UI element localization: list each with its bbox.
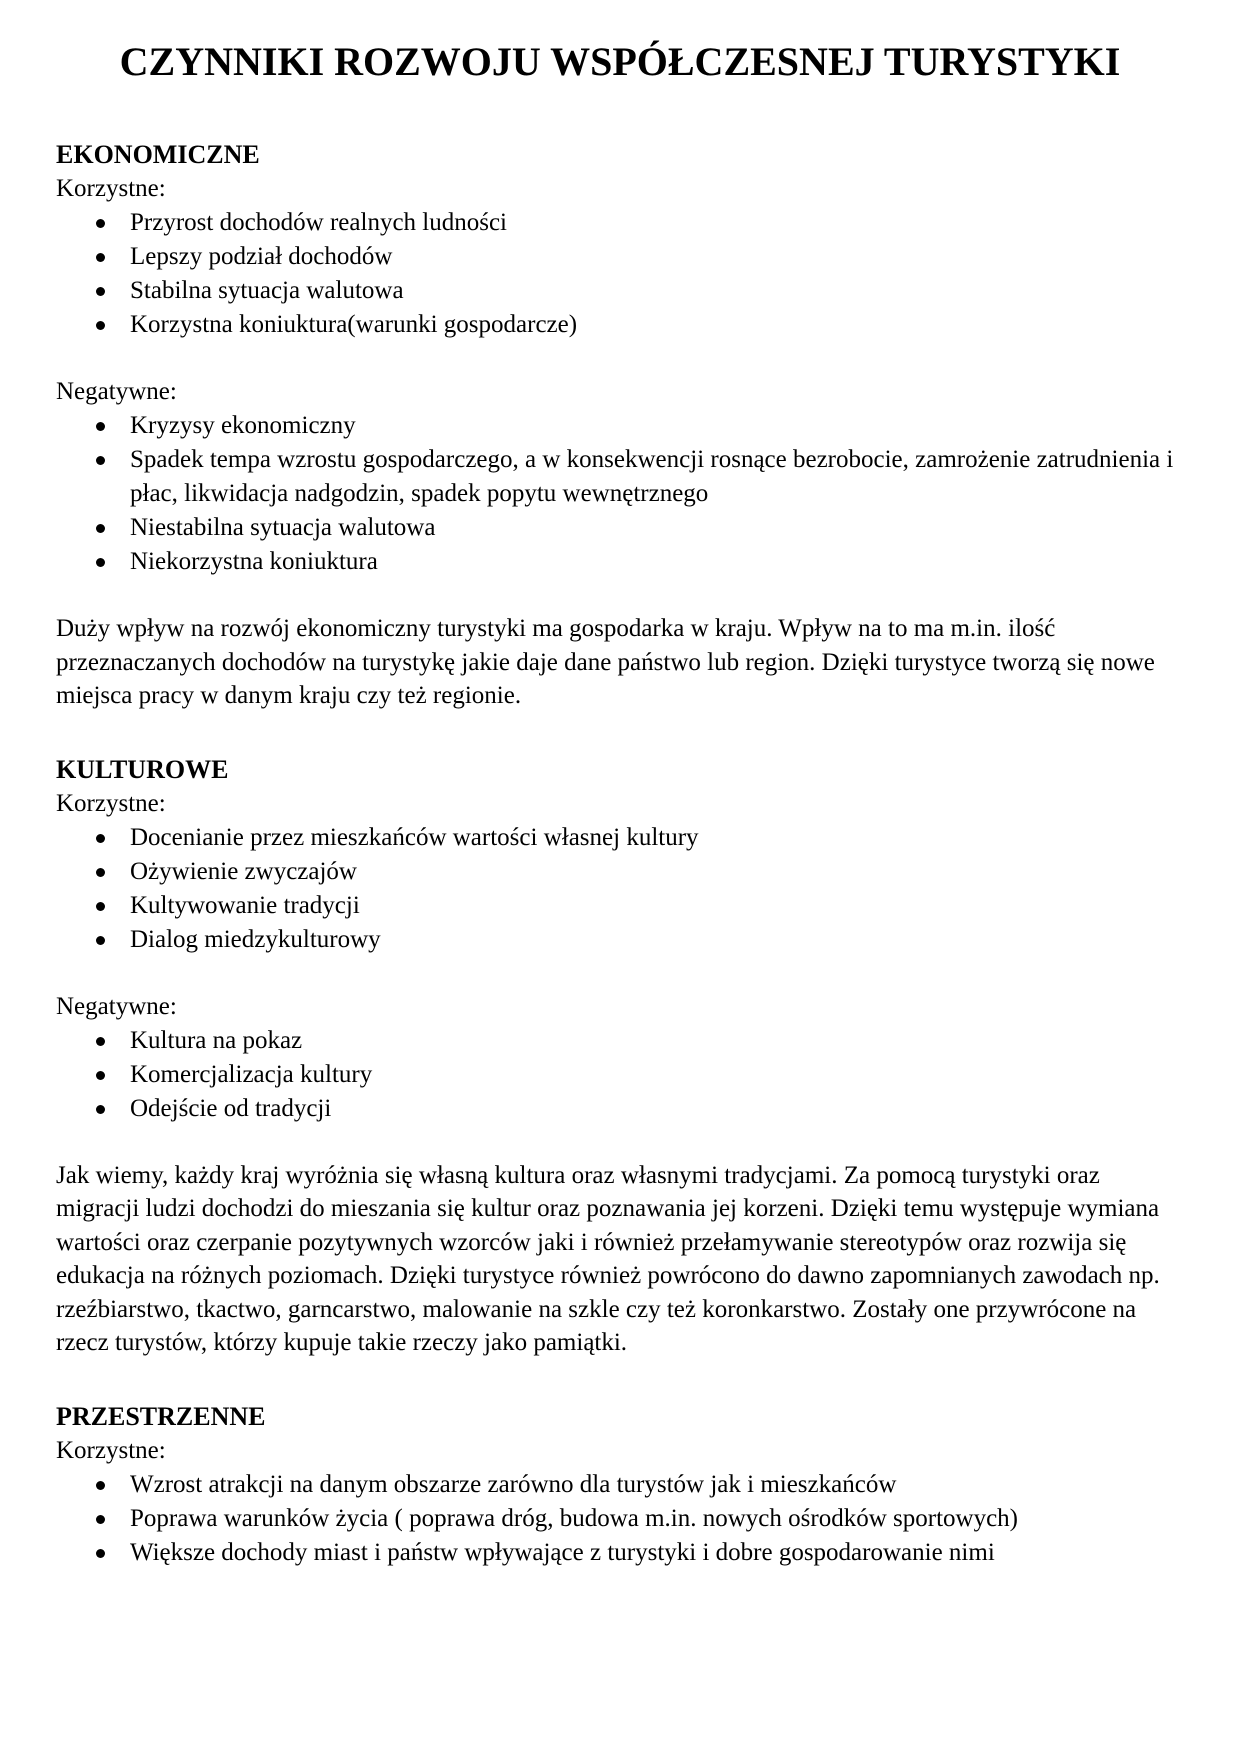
- list-item: [130, 889, 1184, 923]
- bullet-icon: [96, 936, 105, 945]
- bullet-icon: [96, 902, 105, 911]
- list-item-text: Przyrost dochodów realnych ludności: [130, 209, 508, 236]
- list-item: [130, 1092, 1184, 1126]
- bullet-icon: [96, 1515, 105, 1524]
- list-item-text: Niekorzystna koniuktura: [130, 548, 378, 575]
- list-item: [130, 1058, 1184, 1092]
- section-heading-kulturowe: KULTUROWE: [56, 754, 229, 784]
- section-heading-przestrzenne: PRZESTRZENNE: [56, 1401, 266, 1431]
- list-item: [130, 821, 1184, 855]
- bullet-icon: [96, 1037, 105, 1046]
- list-item: [130, 511, 1184, 545]
- negative-label-kulturowe: Negatywne:: [56, 992, 177, 1020]
- list-item: [130, 274, 1184, 308]
- list-item: [130, 240, 1184, 274]
- list-item: [130, 443, 1184, 511]
- positive-list-kulturowe: [56, 821, 1184, 957]
- list-item: [130, 1502, 1184, 1536]
- bullet-icon: [96, 558, 105, 567]
- list-item-text: Poprawa warunków życia ( poprawa dróg, budowa m.in. nowych ośrodków sportowych): [130, 1504, 1018, 1532]
- list-item-text: Docenianie przez mieszkańców wartości własnej kultury: [130, 823, 699, 851]
- section-ekonomiczne: [56, 138, 1184, 713]
- negative-label-ekonomiczne: Negatywne:: [56, 378, 177, 405]
- list-item-text: Niestabilna sytuacja walutowa: [130, 514, 436, 541]
- bullet-icon: [96, 456, 105, 465]
- list-item-text: Spadek tempa wzrostu gospodarczego, a w konsekwencji rosnące bezrobocie, zamrożenie zatrudnienia i płac, likwidacja nadgodzin, spadek popytu wewnętrznego: [130, 446, 1174, 507]
- list-item: [130, 1536, 1184, 1570]
- list-item-text: Większe dochody miast i państw wpływające z turystyki i dobre gospodarowanie nimi: [130, 1538, 995, 1566]
- bullet-icon: [96, 834, 105, 843]
- section-kulturowe: [56, 753, 1184, 1360]
- bullet-icon: [96, 287, 105, 296]
- document-title: CZYNNIKI ROZWOJU WSPÓŁCZESNEJ TURYSTYKI: [119, 39, 1121, 84]
- bullet-icon: [96, 422, 105, 431]
- list-item-text: Kultywowanie tradycji: [130, 891, 360, 919]
- negative-list-kulturowe: [56, 1024, 1184, 1126]
- paragraph-ekonomiczne: Duży wpływ na rozwój ekonomiczny turystyki ma gospodarka w kraju. Wpływ na to ma m.in. ilość przeznaczanych dochodów na turystykę jakie daje dane państwo lub region. Dzięki turystyce tworzą się nowe miejsca pracy w danym kraju czy też regionie.: [56, 615, 1155, 709]
- list-item: [130, 855, 1184, 889]
- bullet-icon: [96, 524, 105, 533]
- positive-list-przestrzenne: [56, 1468, 1184, 1570]
- list-item-text: Kultura na pokaz: [130, 1026, 303, 1054]
- section-heading-ekonomiczne: EKONOMICZNE: [56, 140, 260, 169]
- bullet-icon: [96, 1549, 105, 1558]
- negative-list-ekonomiczne: [56, 409, 1184, 579]
- list-item-text: Lepszy podział dochodów: [130, 243, 393, 270]
- list-item-text: Wzrost atrakcji na danym obszarze zarówno dla turystów jak i mieszkańców: [130, 1470, 897, 1498]
- list-item: [130, 206, 1184, 240]
- bullet-icon: [96, 253, 105, 262]
- list-item-text: Kryzysy ekonomiczny: [130, 412, 356, 439]
- positive-label-przestrzenne: Korzystne:: [56, 1436, 166, 1464]
- list-item-text: Komercjalizacja kultury: [130, 1060, 373, 1088]
- list-item: [130, 308, 1184, 342]
- list-item: [130, 1024, 1184, 1058]
- bullet-icon: [96, 1481, 105, 1490]
- list-item: [130, 923, 1184, 957]
- list-item-text: Stabilna sytuacja walutowa: [130, 277, 404, 304]
- list-item-text: Odejście od tradycji: [130, 1094, 332, 1122]
- positive-list-ekonomiczne: [56, 206, 1184, 342]
- list-item: [130, 1468, 1184, 1502]
- list-item-text: Ożywienie zwyczajów: [130, 857, 357, 885]
- positive-label-kulturowe: Korzystne:: [56, 789, 166, 817]
- bullet-icon: [96, 219, 105, 228]
- paragraph-kulturowe: Jak wiemy, każdy kraj wyróżnia się własną kultura oraz własnymi tradycjami. Za pomocą turystyki oraz migracji ludzi dochodzi do mieszania się kultur oraz poznawania jej korzeni. Dzięki temu występuje wymiana wartości oraz czerpanie pozytywnych wzorców jaki i również przełamywanie stereotypów oraz rozwija się edukacja na różnych poziomach. Dzięki turystyce również powrócono do dawno zapomnianych zawodach np. rzeźbiarstwo, tkactwo, garncarstwo, malowanie na szkle czy też koronkarstwo. Zostały one przywrócone na rzecz turystów, którzy kupuje takie rzeczy jako pamiątki.: [56, 1161, 1160, 1356]
- bullet-icon: [96, 321, 105, 330]
- bullet-icon: [96, 1071, 105, 1080]
- bullet-icon: [96, 1105, 105, 1114]
- list-item: [130, 545, 1184, 579]
- list-item-text: Korzystna koniuktura(warunki gospodarcze): [130, 311, 578, 338]
- list-item-text: Dialog miedzykulturowy: [130, 925, 381, 953]
- positive-label-ekonomiczne: Korzystne:: [56, 175, 166, 202]
- bullet-icon: [96, 868, 105, 877]
- section-przestrzenne: [56, 1400, 1184, 1570]
- list-item: [130, 409, 1184, 443]
